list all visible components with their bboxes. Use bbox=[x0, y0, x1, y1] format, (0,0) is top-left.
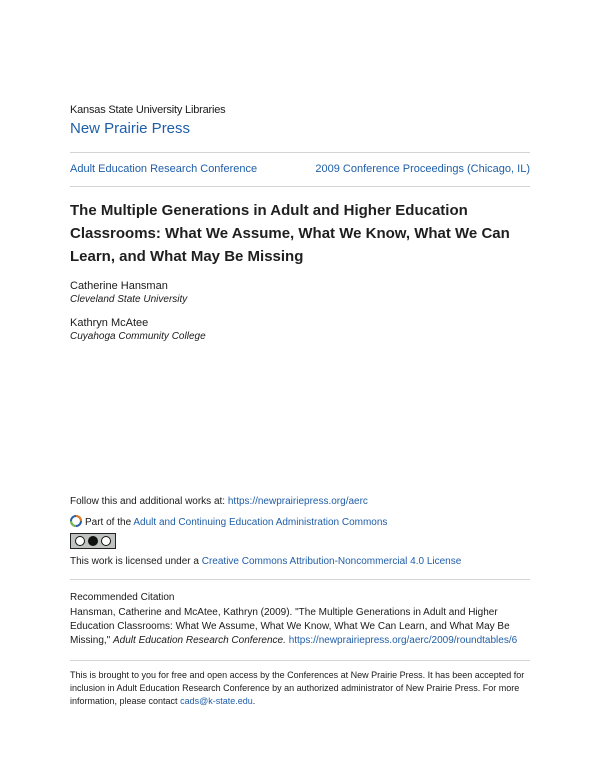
conference-row bbox=[70, 163, 530, 175]
contact-email-link[interactable]: cads@k-state.edu bbox=[180, 696, 253, 706]
license-link[interactable]: Creative Commons Attribution-Noncommercial 4.0 License bbox=[201, 556, 462, 567]
access-text: This is brought to you for free and open access by the Conferences at New Prairie Press. It has been accepted for inclusion in Adult Education Research Conference by an authorized administrator of New Prairie Press. For more information, please contact bbox=[70, 670, 525, 706]
part-of-line bbox=[70, 515, 530, 528]
part-of-text: Part of the bbox=[85, 517, 134, 528]
citation-body bbox=[70, 606, 530, 648]
proceedings-link[interactable]: 2009 Conference Proceedings (Chicago, IL) bbox=[315, 163, 530, 175]
press-name-link[interactable]: New Prairie Press bbox=[70, 120, 191, 137]
divider bbox=[70, 660, 530, 661]
bepress-commons-icon bbox=[70, 515, 82, 527]
author-name: Kathryn McAtee bbox=[70, 317, 149, 329]
citation-text: Hansman, Catherine and McAtee, Kathryn (2009). "The Multiple Generations in Adult and Higher Education Classrooms: What We Assume, What We Know, What We Can Learn, and What May Be Missing," bbox=[70, 607, 510, 646]
access-end: . bbox=[252, 696, 256, 706]
divider bbox=[70, 186, 530, 187]
access-statement bbox=[70, 669, 530, 708]
paper-title: The Multiple Generations in Adult and Higher Education Classrooms: What We Assume, What We Know, What We Can Learn, and What May Be Missing bbox=[70, 202, 510, 265]
nc-icon bbox=[101, 536, 111, 546]
author-affiliation: Cleveland State University bbox=[70, 294, 188, 305]
library-name: Kansas State University Libraries bbox=[70, 104, 226, 116]
divider bbox=[70, 152, 530, 153]
follow-works bbox=[70, 496, 530, 507]
follow-works-text: Follow this and additional works at: bbox=[70, 496, 228, 507]
citation-journal: Adult Education Research Conference. bbox=[113, 635, 286, 646]
by-icon bbox=[88, 536, 98, 546]
divider bbox=[70, 579, 530, 580]
author-affiliation: Cuyahoga Community College bbox=[70, 331, 206, 342]
citation-link[interactable]: https://newprairiepress.org/aerc/2009/roundtables/6 bbox=[288, 635, 518, 646]
author-name: Catherine Hansman bbox=[70, 280, 168, 292]
works-link[interactable]: https://newprairiepress.org/aerc bbox=[227, 496, 368, 507]
cc-icon bbox=[75, 536, 85, 546]
commons-link[interactable]: Adult and Continuing Education Administration Commons bbox=[133, 517, 388, 528]
license-text: This work is licensed under a bbox=[70, 556, 202, 567]
license-line bbox=[70, 556, 530, 567]
cc-by-nc-badge[interactable] bbox=[70, 533, 116, 549]
conference-link[interactable]: Adult Education Research Conference bbox=[70, 163, 258, 175]
citation-heading: Recommended Citation bbox=[70, 592, 175, 603]
